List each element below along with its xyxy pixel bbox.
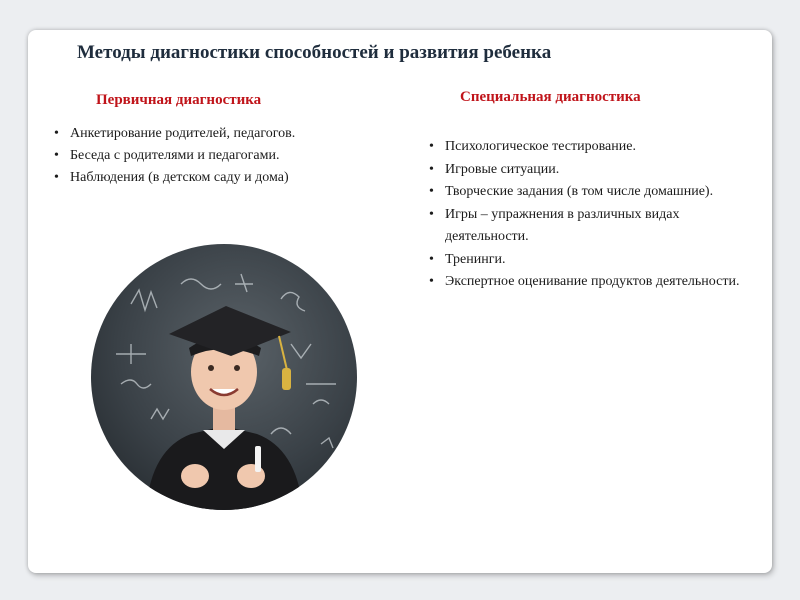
hand-left [181,464,209,488]
chalk-stick [255,446,261,472]
list-item: • Игры – упражнения в различных видах деятельности. [427,204,757,249]
slide-title: Методы диагностики способностей и развития ребенка [77,42,552,63]
eye-right [234,365,240,371]
list-item: • Анкетирование родителей, педагогов. [52,123,372,145]
primary-diagnostics-list [52,123,372,189]
list-item: • Тренинги. [427,249,757,272]
list-item: • Игровые ситуации. [427,159,757,182]
tassel-cord [279,336,287,370]
list-item: • Творческие задания (в том числе домашние). [427,181,757,204]
photo-illustration [91,244,357,510]
child-graduate-photo [91,244,357,510]
list-item: • Беседа с родителями и педагогами. [52,145,372,167]
special-diagnostics-heading: Специальная диагностика [460,89,641,105]
list-item: • Экспертное оценивание продуктов деятельности. [427,271,757,294]
mortarboard [169,306,291,356]
tassel [282,368,291,390]
list-item: • Наблюдения (в детском саду и дома) [52,167,372,189]
slide [28,30,772,573]
list-item: • Психологическое тестирование. [427,136,757,159]
primary-diagnostics-heading: Первичная диагностика [96,92,262,108]
eye-left [208,365,214,371]
special-diagnostics-list [427,136,757,294]
